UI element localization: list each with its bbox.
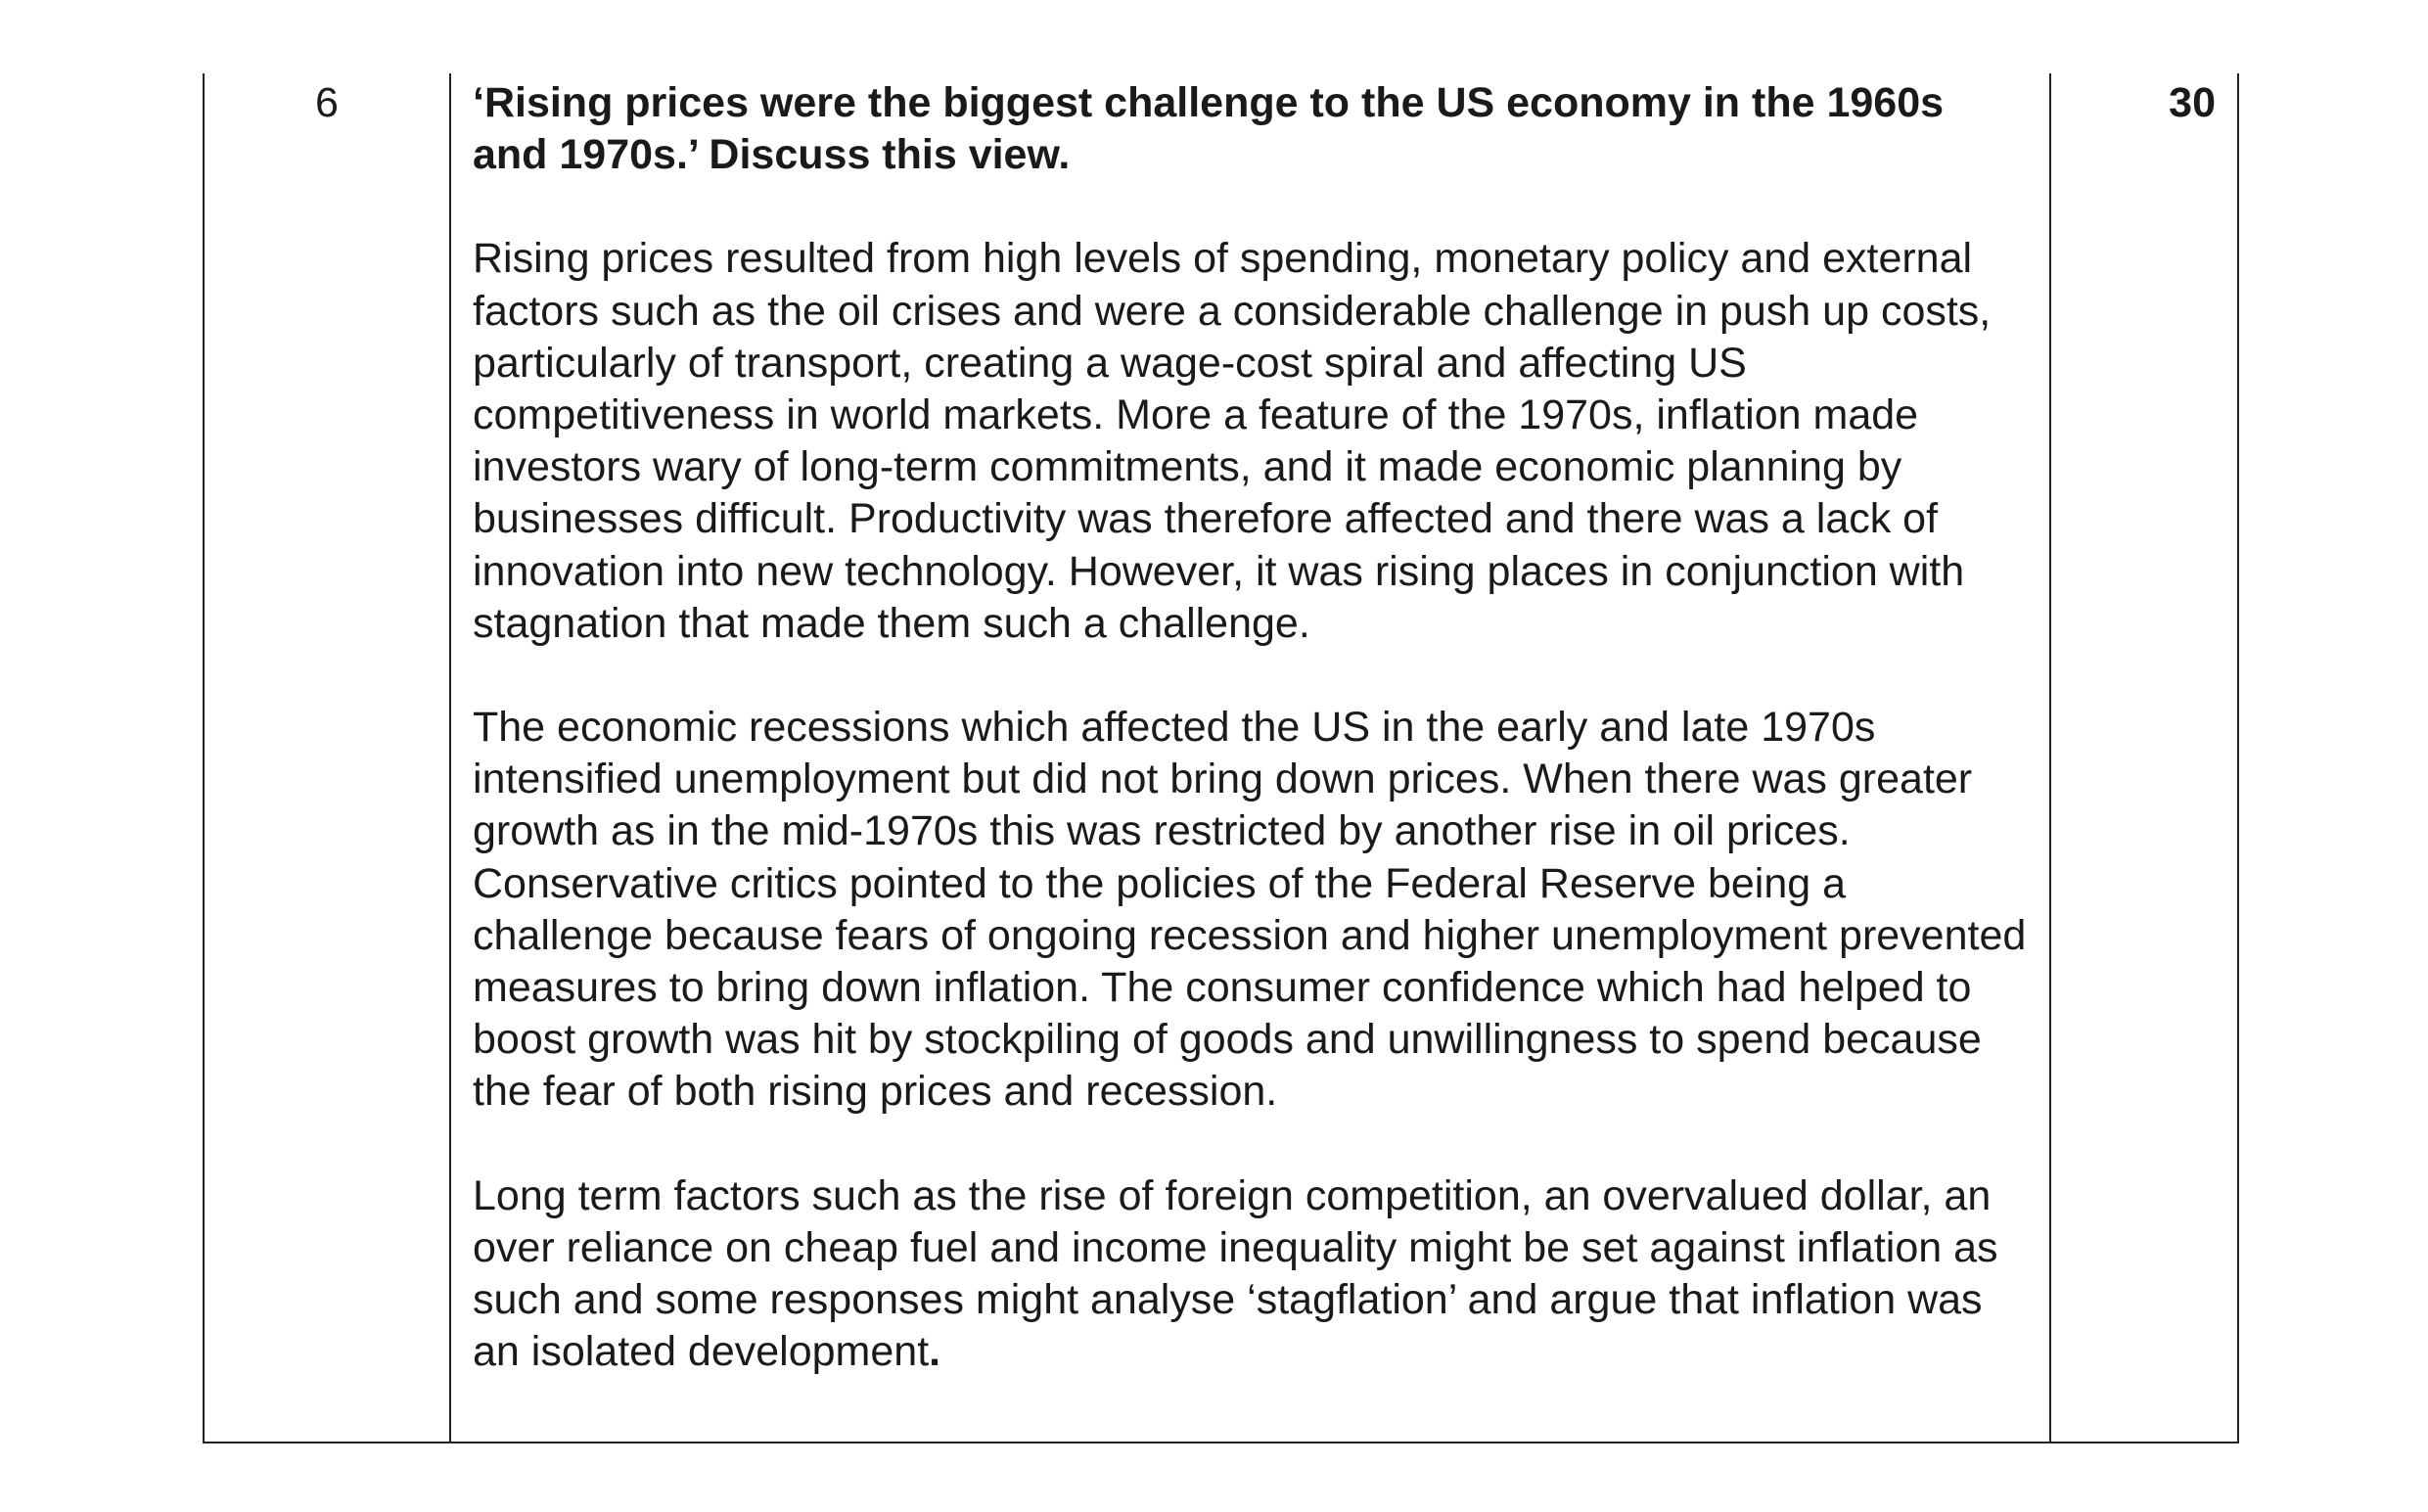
question-number-cell <box>205 73 451 1442</box>
guidance-paragraph-3-end: . <box>929 1328 941 1376</box>
marks-value: 30 <box>2169 79 2216 126</box>
answer-guidance-cell <box>451 73 2051 1442</box>
mark-scheme-table <box>203 73 2239 1443</box>
question-number: 6 <box>315 79 339 126</box>
guidance-paragraph-2: The economic recessions which affected the US in the early and late 1970s intensified unemployment but did not bring down prices. When there was greater growth as in the mid-1970s this was restricted by another rise in oil prices. Conservative critics pointed to the policies of the Federal Reserve being a challenge because fears of ongoing recession and higher unemployment prevented measures to bring down inflation. The consumer confidence which had helped to boost growth was hit by stockpiling of goods and unwillingness to spend because the fear of both rising prices and recession. <box>473 704 2027 1116</box>
guidance-paragraph-3 <box>473 1170 2028 1379</box>
guidance-paragraph-3-text: Long term factors such as the rise of foreign competition, an overvalued dollar, an over reliance on cheap fuel and income inequality might be set against inflation as such and some responses might analyse ‘stagflation’ and argue that inflation was an isolated development <box>473 1171 1998 1376</box>
guidance-paragraph-1: Rising prices resulted from high levels of spending, monetary policy and external factors such as the oil crises and were a considerable challenge in push up costs, particularly of transport, creating a wage-cost spiral and affecting US competitiveness in world markets. More a feature of the 1970s, inflation made investors wary of long-term commitments, and it made economic planning by businesses difficult. Productivity was therefore affected and there was a lack of innovation into new technology. However, it was rising places in conjunction with stagnation that made them such a challenge. <box>473 235 1992 647</box>
question-text: ‘Rising prices were the biggest challenge to the US economy in the 1960s and 1970s.’ Discuss this view. <box>473 79 1945 179</box>
marks-cell <box>2051 73 2237 1442</box>
